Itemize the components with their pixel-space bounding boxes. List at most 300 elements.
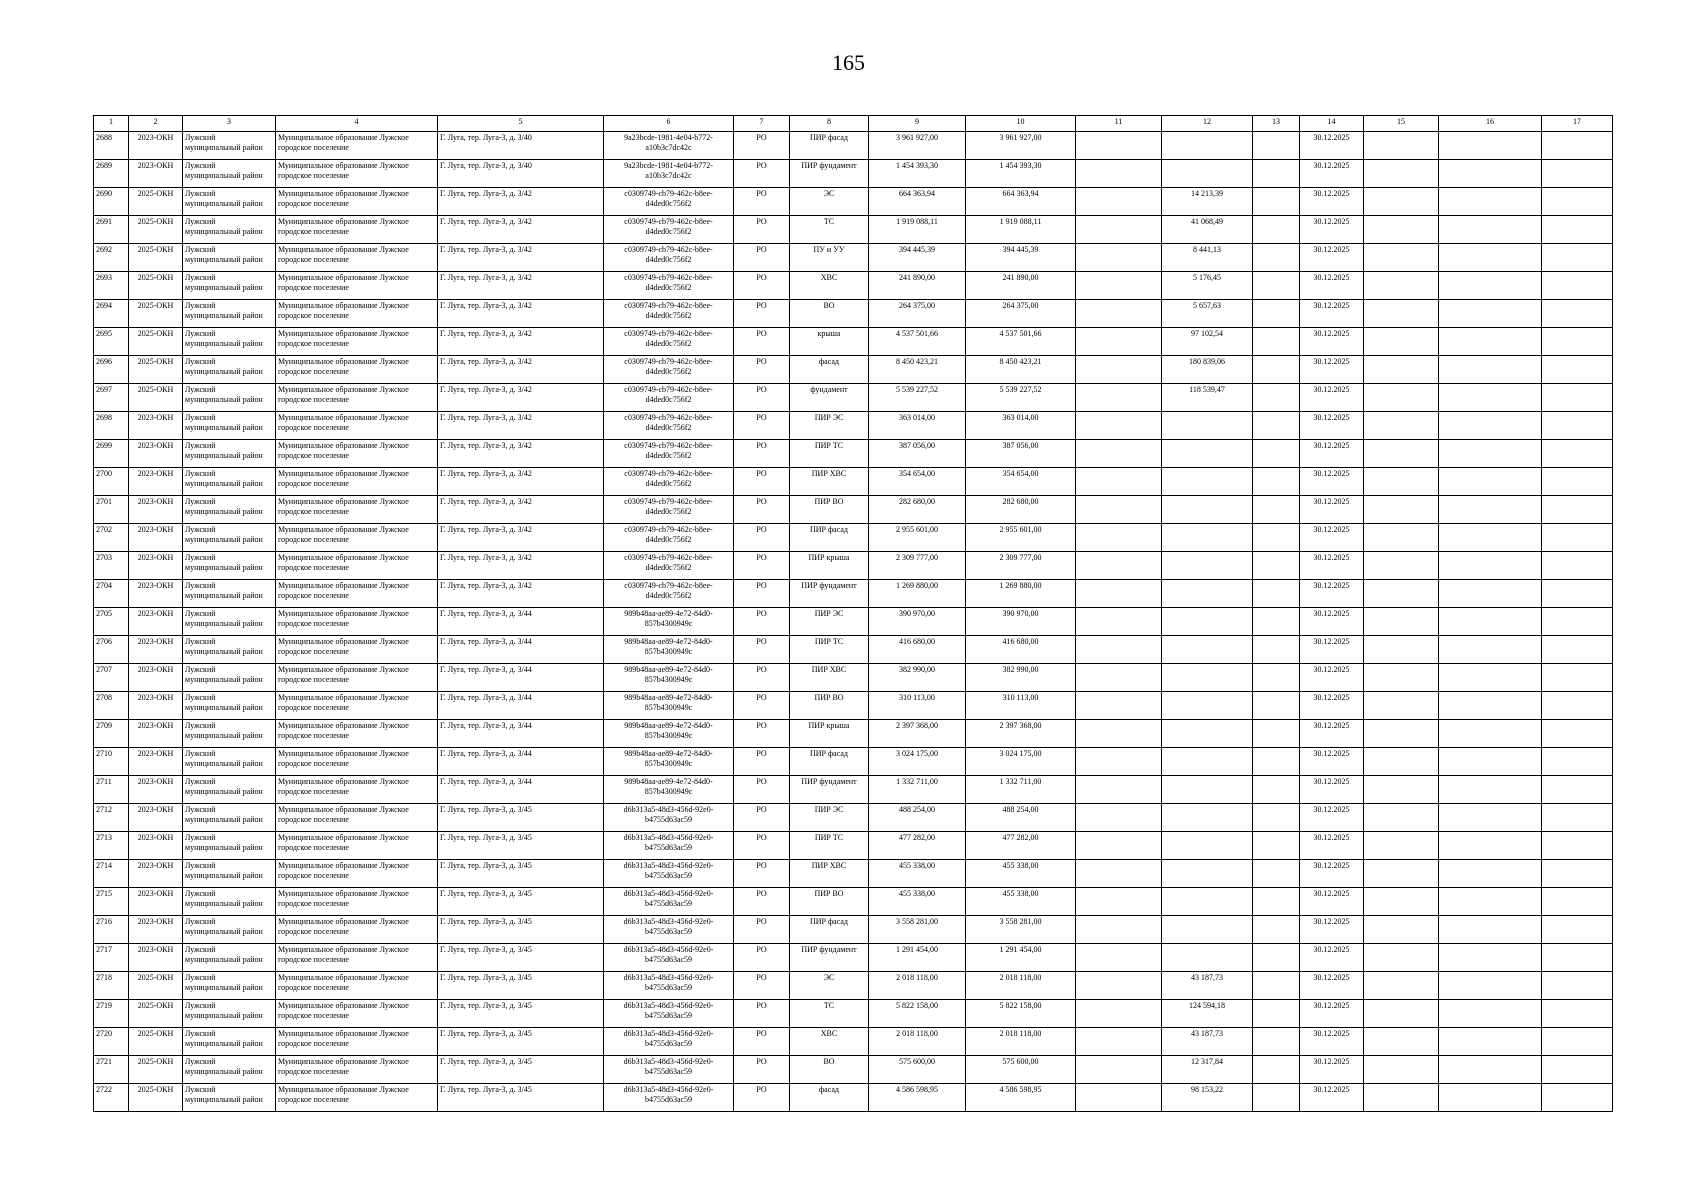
house-guid-line: 9a23bcde-1981-4e04-b772- (624, 133, 713, 142)
cell-completion-date: 30.12.2025 (1300, 496, 1364, 524)
municipality-line: Муниципальное образование Лужское (278, 413, 409, 422)
cell-cost-col-13 (1253, 1000, 1300, 1028)
cell-cost-col-11 (1076, 328, 1162, 356)
house-guid-line: c0309749-cb79-462c-b8ee- (624, 385, 713, 394)
municipality-line: Муниципальное образование Лужское (278, 833, 409, 842)
cell-house-guid (604, 804, 734, 832)
cell-col-15 (1364, 804, 1439, 832)
cell-total-cost: 2 018 118,00 (869, 972, 966, 1000)
cell-col-17 (1542, 664, 1613, 692)
cell-col-16 (1439, 384, 1542, 412)
cell-municipality (276, 832, 438, 860)
cell-cost-col-12: 43 187,73 (1162, 972, 1253, 1000)
cell-cost-fund: 2 309 777,00 (966, 552, 1076, 580)
municipality-line: городское поселение (278, 535, 349, 544)
table-row (94, 384, 1613, 412)
municipality-line: Муниципальное образование Лужское (278, 609, 409, 618)
cell-row-number: 2720 (94, 1028, 129, 1056)
district-line: муниципальный район (185, 143, 263, 152)
house-guid-line: b4755d63ac59 (644, 815, 693, 824)
table-row (94, 972, 1613, 1000)
cell-col-17 (1542, 888, 1613, 916)
cell-cost-col-13 (1253, 468, 1300, 496)
cell-cost-col-11 (1076, 1028, 1162, 1056)
district-line: муниципальный район (185, 1011, 263, 1020)
cell-col-15 (1364, 356, 1439, 384)
house-guid-line: c0309749-cb79-462c-b8ee- (624, 357, 713, 366)
cell-col-15 (1364, 720, 1439, 748)
cell-work-type: ПИР фундамент (790, 944, 869, 972)
cell-cost-col-13 (1253, 160, 1300, 188)
cell-cost-fund: 363 014,00 (966, 412, 1076, 440)
house-guid-line: c0309749-cb79-462c-b8ee- (624, 469, 713, 478)
house-guid-line: d4ded0c756f2 (645, 535, 692, 544)
municipality-line: городское поселение (278, 367, 349, 376)
table-row (94, 440, 1613, 468)
cell-address: Г. Луга, тер. Луга-3, д. 3/45 (438, 972, 604, 1000)
cell-cost-col-12 (1162, 580, 1253, 608)
cell-col-17 (1542, 552, 1613, 580)
district-line: муниципальный район (185, 339, 263, 348)
district-line: муниципальный район (185, 479, 263, 488)
house-guid-line: d4ded0c756f2 (645, 367, 692, 376)
cell-address: Г. Луга, тер. Луга-3, д. 3/40 (438, 160, 604, 188)
cell-col-15 (1364, 524, 1439, 552)
cell-address: Г. Луга, тер. Луга-3, д. 3/42 (438, 300, 604, 328)
cell-row-number: 2711 (94, 776, 129, 804)
municipality-line: городское поселение (278, 143, 349, 152)
cell-completion-date: 30.12.2025 (1300, 244, 1364, 272)
cell-house-guid (604, 664, 734, 692)
column-header-5: 5 (438, 116, 604, 132)
cell-cost-col-12 (1162, 552, 1253, 580)
cell-operator-type: РО (734, 328, 790, 356)
cell-cost-fund: 4 537 501,66 (966, 328, 1076, 356)
cell-cost-col-13 (1253, 860, 1300, 888)
house-guid-line: d4ded0c756f2 (645, 507, 692, 516)
district-line: Лужский (185, 637, 216, 646)
cell-completion-date: 30.12.2025 (1300, 916, 1364, 944)
cell-operator-type: РО (734, 888, 790, 916)
cell-municipality (276, 748, 438, 776)
cell-municipality (276, 944, 438, 972)
cell-cost-col-11 (1076, 580, 1162, 608)
cell-col-17 (1542, 524, 1613, 552)
column-header-16: 16 (1439, 116, 1542, 132)
house-guid-line: d6b313a5-48d3-456d-92e0- (623, 917, 714, 926)
cell-cost-col-11 (1076, 384, 1162, 412)
cell-cost-fund: 387 056,00 (966, 440, 1076, 468)
district-line: Лужский (185, 1029, 216, 1038)
cell-municipality (276, 664, 438, 692)
cell-col-15 (1364, 608, 1439, 636)
cell-row-number: 2721 (94, 1056, 129, 1084)
district-line: муниципальный район (185, 1095, 263, 1104)
district-line: Лужский (185, 749, 216, 758)
cell-cost-col-13 (1253, 552, 1300, 580)
cell-col-17 (1542, 188, 1613, 216)
cell-col-17 (1542, 356, 1613, 384)
house-guid-line: b4755d63ac59 (644, 1095, 693, 1104)
cell-cost-col-13 (1253, 664, 1300, 692)
cell-cost-col-13 (1253, 580, 1300, 608)
cell-cost-col-13 (1253, 972, 1300, 1000)
house-guid-line: 857b4300949c (644, 759, 693, 768)
cell-district (183, 832, 276, 860)
cell-cost-col-12: 118 539,47 (1162, 384, 1253, 412)
municipality-line: Муниципальное образование Лужское (278, 441, 409, 450)
cell-col-16 (1439, 1000, 1542, 1028)
cell-col-17 (1542, 244, 1613, 272)
cell-work-type: ПИР фасад (790, 748, 869, 776)
cell-col-15 (1364, 1028, 1439, 1056)
cell-address: Г. Луга, тер. Луга-3, д. 3/42 (438, 356, 604, 384)
cell-district (183, 328, 276, 356)
cell-district (183, 1000, 276, 1028)
district-line: муниципальный район (185, 591, 263, 600)
cell-address: Г. Луга, тер. Луга-3, д. 3/45 (438, 1000, 604, 1028)
cell-col-16 (1439, 580, 1542, 608)
table-row (94, 916, 1613, 944)
cell-col-15 (1364, 272, 1439, 300)
cell-cost-col-13 (1253, 804, 1300, 832)
cell-col-17 (1542, 972, 1613, 1000)
house-guid-line: d4ded0c756f2 (645, 563, 692, 572)
cell-col-17 (1542, 720, 1613, 748)
cell-col-16 (1439, 832, 1542, 860)
cell-col-17 (1542, 804, 1613, 832)
cell-program-code: 2023-ОКН (129, 552, 183, 580)
cell-cost-col-11 (1076, 888, 1162, 916)
district-line: Лужский (185, 777, 216, 786)
cell-completion-date: 30.12.2025 (1300, 776, 1364, 804)
house-guid-line: d6b313a5-48d3-456d-92e0- (623, 1085, 714, 1094)
municipality-line: Муниципальное образование Лужское (278, 889, 409, 898)
table-row (94, 776, 1613, 804)
cell-col-17 (1542, 1028, 1613, 1056)
cell-program-code: 2023-ОКН (129, 692, 183, 720)
cell-completion-date: 30.12.2025 (1300, 944, 1364, 972)
table-row (94, 944, 1613, 972)
table-row (94, 412, 1613, 440)
cell-program-code: 2023-ОКН (129, 468, 183, 496)
cell-house-guid (604, 608, 734, 636)
cell-municipality (276, 216, 438, 244)
cell-row-number: 2722 (94, 1084, 129, 1112)
cell-row-number: 2712 (94, 804, 129, 832)
cell-house-guid (604, 300, 734, 328)
cell-row-number: 2694 (94, 300, 129, 328)
municipality-line: городское поселение (278, 339, 349, 348)
cell-district (183, 244, 276, 272)
cell-col-15 (1364, 888, 1439, 916)
cell-district (183, 888, 276, 916)
registry-table (93, 115, 1613, 1112)
municipality-line: городское поселение (278, 843, 349, 852)
table-row (94, 188, 1613, 216)
municipality-line: Муниципальное образование Лужское (278, 497, 409, 506)
municipality-line: городское поселение (278, 1095, 349, 1104)
district-line: муниципальный район (185, 843, 263, 852)
table-row (94, 888, 1613, 916)
cell-operator-type: РО (734, 832, 790, 860)
cell-district (183, 692, 276, 720)
cell-cost-col-12 (1162, 748, 1253, 776)
cell-operator-type: РО (734, 1000, 790, 1028)
cell-house-guid (604, 776, 734, 804)
cell-row-number: 2710 (94, 748, 129, 776)
cell-work-type: ВО (790, 300, 869, 328)
cell-cost-fund: 354 654,00 (966, 468, 1076, 496)
cell-cost-col-11 (1076, 916, 1162, 944)
cell-cost-col-12: 98 153,22 (1162, 1084, 1253, 1112)
cell-cost-col-11 (1076, 944, 1162, 972)
municipality-line: Муниципальное образование Лужское (278, 721, 409, 730)
table-row (94, 860, 1613, 888)
cell-cost-col-13 (1253, 720, 1300, 748)
cell-work-type: ТС (790, 1000, 869, 1028)
cell-cost-col-11 (1076, 972, 1162, 1000)
municipality-line: Муниципальное образование Лужское (278, 749, 409, 758)
cell-col-15 (1364, 832, 1439, 860)
district-line: муниципальный район (185, 227, 263, 236)
house-guid-line: d6b313a5-48d3-456d-92e0- (623, 805, 714, 814)
cell-cost-fund: 3 024 175,00 (966, 748, 1076, 776)
cell-col-16 (1439, 216, 1542, 244)
cell-work-type: ЭС (790, 188, 869, 216)
table-row (94, 356, 1613, 384)
municipality-line: Муниципальное образование Лужское (278, 301, 409, 310)
municipality-line: городское поселение (278, 787, 349, 796)
table-row (94, 748, 1613, 776)
cell-program-code: 2023-ОКН (129, 888, 183, 916)
column-header-14: 14 (1300, 116, 1364, 132)
cell-cost-col-12 (1162, 804, 1253, 832)
cell-work-type: ПИР ЭС (790, 412, 869, 440)
cell-operator-type: РО (734, 188, 790, 216)
house-guid-line: b4755d63ac59 (644, 927, 693, 936)
cell-completion-date: 30.12.2025 (1300, 1028, 1364, 1056)
cell-col-16 (1439, 468, 1542, 496)
district-line: муниципальный район (185, 647, 263, 656)
cell-col-15 (1364, 384, 1439, 412)
municipality-line: Муниципальное образование Лужское (278, 973, 409, 982)
district-line: муниципальный район (185, 871, 263, 880)
cell-district (183, 972, 276, 1000)
cell-work-type: ПИР фундамент (790, 776, 869, 804)
cell-cost-col-13 (1253, 1084, 1300, 1112)
cell-work-type: ПИР фасад (790, 132, 869, 160)
cell-row-number: 2692 (94, 244, 129, 272)
cell-work-type: крыша (790, 328, 869, 356)
cell-cost-col-11 (1076, 356, 1162, 384)
cell-operator-type: РО (734, 664, 790, 692)
cell-cost-col-12 (1162, 524, 1253, 552)
cell-cost-fund: 282 680,00 (966, 496, 1076, 524)
cell-cost-col-12 (1162, 160, 1253, 188)
cell-col-15 (1364, 972, 1439, 1000)
cell-row-number: 2703 (94, 552, 129, 580)
cell-house-guid (604, 1028, 734, 1056)
house-guid-line: d6b313a5-48d3-456d-92e0- (623, 1001, 714, 1010)
cell-completion-date: 30.12.2025 (1300, 412, 1364, 440)
cell-row-number: 2706 (94, 636, 129, 664)
house-guid-line: 989b48aa-ae89-4e72-84d0- (624, 665, 713, 674)
cell-col-17 (1542, 216, 1613, 244)
table-row (94, 300, 1613, 328)
house-guid-line: c0309749-cb79-462c-b8ee- (624, 301, 713, 310)
cell-col-17 (1542, 776, 1613, 804)
cell-operator-type: РО (734, 440, 790, 468)
cell-house-guid (604, 580, 734, 608)
district-line: муниципальный район (185, 311, 263, 320)
cell-work-type: фасад (790, 1084, 869, 1112)
cell-address: Г. Луга, тер. Луга-3, д. 3/40 (438, 132, 604, 160)
cell-completion-date: 30.12.2025 (1300, 720, 1364, 748)
cell-program-code: 2023-ОКН (129, 720, 183, 748)
municipality-line: городское поселение (278, 703, 349, 712)
cell-cost-col-11 (1076, 300, 1162, 328)
cell-completion-date: 30.12.2025 (1300, 356, 1364, 384)
cell-row-number: 2715 (94, 888, 129, 916)
district-line: Лужский (185, 161, 216, 170)
house-guid-line: b4755d63ac59 (644, 1039, 693, 1048)
house-guid-line: c0309749-cb79-462c-b8ee- (624, 273, 713, 282)
municipality-line: городское поселение (278, 815, 349, 824)
cell-municipality (276, 552, 438, 580)
district-line: Лужский (185, 469, 216, 478)
cell-total-cost: 455 338,00 (869, 860, 966, 888)
municipality-line: городское поселение (278, 255, 349, 264)
municipality-line: городское поселение (278, 395, 349, 404)
cell-col-16 (1439, 1084, 1542, 1112)
column-header-15: 15 (1364, 116, 1439, 132)
cell-total-cost: 4 537 501,66 (869, 328, 966, 356)
municipality-line: Муниципальное образование Лужское (278, 245, 409, 254)
cell-total-cost: 4 586 598,95 (869, 1084, 966, 1112)
cell-operator-type: РО (734, 132, 790, 160)
cell-program-code: 2023-ОКН (129, 412, 183, 440)
cell-col-17 (1542, 916, 1613, 944)
table-row (94, 692, 1613, 720)
house-guid-line: d4ded0c756f2 (645, 283, 692, 292)
column-header-7: 7 (734, 116, 790, 132)
table-row (94, 664, 1613, 692)
cell-address: Г. Луга, тер. Луга-3, д. 3/45 (438, 1084, 604, 1112)
cell-cost-col-13 (1253, 356, 1300, 384)
cell-row-number: 2718 (94, 972, 129, 1000)
cell-district (183, 1056, 276, 1084)
cell-col-17 (1542, 580, 1613, 608)
cell-total-cost: 310 113,00 (869, 692, 966, 720)
cell-program-code: 2023-ОКН (129, 608, 183, 636)
municipality-line: Муниципальное образование Лужское (278, 161, 409, 170)
cell-cost-col-11 (1076, 608, 1162, 636)
house-guid-line: b4755d63ac59 (644, 1067, 693, 1076)
cell-total-cost: 664 363,94 (869, 188, 966, 216)
header-row (94, 116, 1613, 132)
district-line: Лужский (185, 273, 216, 282)
cell-cost-fund: 241 890,00 (966, 272, 1076, 300)
cell-col-15 (1364, 300, 1439, 328)
cell-col-17 (1542, 636, 1613, 664)
house-guid-line: c0309749-cb79-462c-b8ee- (624, 245, 713, 254)
cell-district (183, 216, 276, 244)
cell-district (183, 188, 276, 216)
cell-house-guid (604, 720, 734, 748)
cell-col-17 (1542, 468, 1613, 496)
cell-operator-type: РО (734, 944, 790, 972)
cell-house-guid (604, 468, 734, 496)
table-row (94, 636, 1613, 664)
cell-cost-col-12 (1162, 468, 1253, 496)
cell-municipality (276, 1000, 438, 1028)
cell-completion-date: 30.12.2025 (1300, 1000, 1364, 1028)
district-line: муниципальный район (185, 451, 263, 460)
cell-program-code: 2023-ОКН (129, 664, 183, 692)
cell-col-16 (1439, 552, 1542, 580)
cell-cost-fund: 455 338,00 (966, 888, 1076, 916)
cell-work-type: ПИР ЭС (790, 804, 869, 832)
cell-cost-col-13 (1253, 328, 1300, 356)
district-line: Лужский (185, 497, 216, 506)
cell-operator-type: РО (734, 748, 790, 776)
cell-row-number: 2705 (94, 608, 129, 636)
cell-col-16 (1439, 412, 1542, 440)
district-line: муниципальный район (185, 171, 263, 180)
table-row (94, 552, 1613, 580)
cell-house-guid (604, 524, 734, 552)
municipality-line: Муниципальное образование Лужское (278, 357, 409, 366)
column-header-3: 3 (183, 116, 276, 132)
district-line: муниципальный район (185, 619, 263, 628)
house-guid-line: 989b48aa-ae89-4e72-84d0- (624, 721, 713, 730)
cell-completion-date: 30.12.2025 (1300, 832, 1364, 860)
cell-municipality (276, 804, 438, 832)
cell-cost-col-12: 5 176,45 (1162, 272, 1253, 300)
cell-col-17 (1542, 944, 1613, 972)
cell-cost-col-11 (1076, 860, 1162, 888)
cell-work-type: фундамент (790, 384, 869, 412)
cell-address: Г. Луга, тер. Луга-3, д. 3/42 (438, 524, 604, 552)
table-body (94, 132, 1613, 1112)
cell-program-code: 2025-ОКН (129, 1000, 183, 1028)
cell-cost-col-13 (1253, 748, 1300, 776)
table-row (94, 720, 1613, 748)
cell-cost-col-11 (1076, 1056, 1162, 1084)
cell-municipality (276, 720, 438, 748)
cell-cost-col-13 (1253, 300, 1300, 328)
district-line: муниципальный район (185, 675, 263, 684)
cell-col-17 (1542, 748, 1613, 776)
cell-row-number: 2689 (94, 160, 129, 188)
municipality-line: Муниципальное образование Лужское (278, 693, 409, 702)
cell-address: Г. Луга, тер. Луга-3, д. 3/45 (438, 804, 604, 832)
cell-col-15 (1364, 748, 1439, 776)
cell-address: Г. Луга, тер. Луга-3, д. 3/44 (438, 748, 604, 776)
cell-work-type: ПИР фасад (790, 916, 869, 944)
cell-work-type: ПИР ТС (790, 636, 869, 664)
cell-cost-fund: 455 338,00 (966, 860, 1076, 888)
cell-col-16 (1439, 608, 1542, 636)
cell-house-guid (604, 132, 734, 160)
municipality-line: Муниципальное образование Лужское (278, 273, 409, 282)
cell-work-type: ПУ и УУ (790, 244, 869, 272)
cell-cost-fund: 1 332 711,00 (966, 776, 1076, 804)
table-row (94, 216, 1613, 244)
cell-cost-col-13 (1253, 944, 1300, 972)
cell-col-15 (1364, 188, 1439, 216)
